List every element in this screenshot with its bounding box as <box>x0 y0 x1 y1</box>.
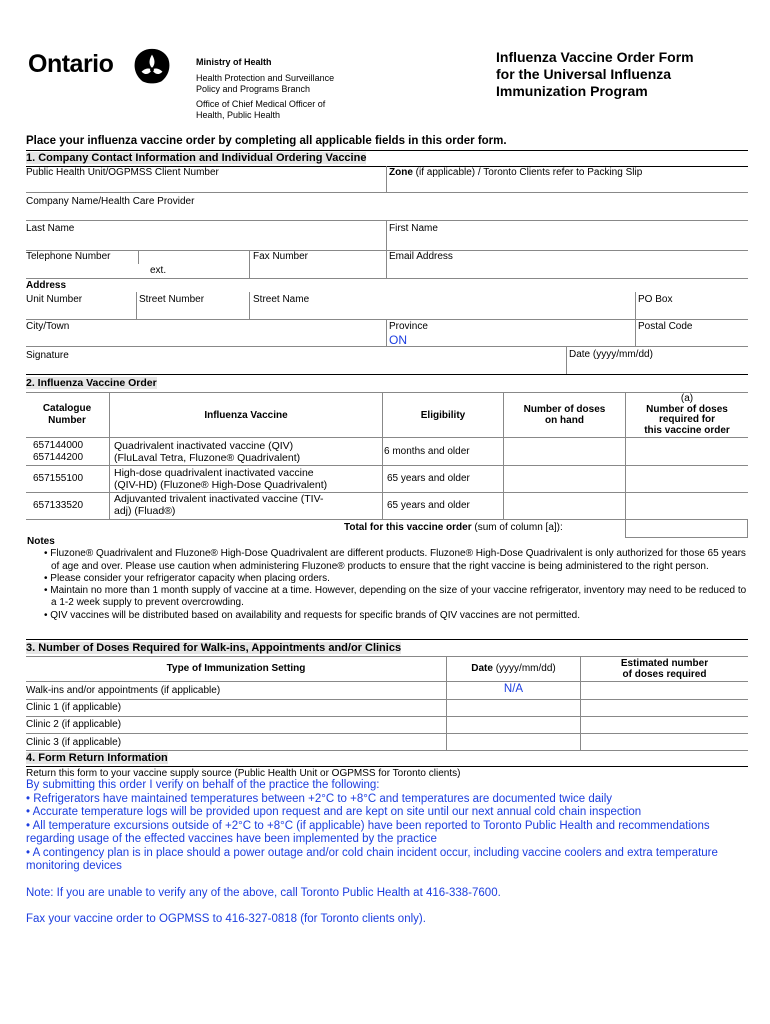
vaccine-name-line-1: Quadrivalent inactivated vaccine (QIV) <box>114 440 294 452</box>
vaccine-name-line-1: High-dose quadrivalent inactivated vaccine <box>114 467 314 479</box>
table-row-3-eligibility: 65 years and older <box>387 500 470 511</box>
verify-item-text: Refrigerators have maintained temperatures between +2°C to +8°C and temperatures are documented twice daily <box>33 792 612 805</box>
col-setting-header: Type of Immunization Setting <box>166 663 306 674</box>
form-title <box>496 49 694 100</box>
zone-label-bold: Zone <box>389 167 413 178</box>
table-row-1-catalogue <box>33 440 83 464</box>
setting-row-walkins: Walk-ins and/or appointments (if applicable) <box>26 685 221 696</box>
ontario-logo-text: Ontario <box>28 50 114 78</box>
verify-item-text: Accurate temperature logs will be provided upon request and are kept on site until our next annual cold chain inspection <box>32 806 642 818</box>
client-number-label: Public Health Unit/OGPMSS Client Number <box>26 167 219 178</box>
verify-intro: By submitting this order I verify on behalf of the practice the following: <box>26 779 380 791</box>
table-row-1-vaccine <box>114 440 300 464</box>
last-name-label: Last Name <box>26 223 75 234</box>
note-item: • Please consider your refrigerator capacity when placing orders. <box>39 573 747 585</box>
verify-item-text: A contingency plan is in place should a power outage and/or cold chain incident occur, including vaccine coolers and extra temperature monitoring devices <box>26 846 718 872</box>
table-row-3-catalogue: 657133520 <box>33 500 84 511</box>
ministry-name: Ministry of Health <box>196 57 272 67</box>
vaccine-name-line-2: adj) (Fluad®) <box>114 505 176 517</box>
col-on-hand-header <box>504 404 625 426</box>
verify-item-text: All temperature excursions outside of +2°C to +8°C (if applicable) have been reported to Toronto Public Health and recommendations regarding usage of the effected vaccines have been implemented by the practice <box>26 819 710 845</box>
section-2-heading: 2. Influenza Vaccine Order <box>26 377 157 389</box>
total-label-rest: (sum of column [a]): <box>471 522 563 533</box>
col-est-doses-line-1: Estimated number <box>620 658 709 669</box>
form-title-line-3: Immunization Program <box>496 83 648 99</box>
col-catalogue-line-2: Number <box>48 415 86 426</box>
col-required-line-4: this vaccine order <box>644 424 730 436</box>
section-3-heading: 3. Number of Doses Required for Walk-ins, Appointments and/or Clinics <box>26 642 402 654</box>
verify-item: • A contingency plan is in place should a power outage and/or cold chain incident occur, including vaccine coolers and extra temperature monitoring devices <box>26 846 718 872</box>
col-required-line-1: (a) <box>680 393 694 404</box>
catalogue-number: 657144200 <box>33 452 84 463</box>
col-on-hand-line-1: Number of doses <box>523 404 606 415</box>
office-line-2: Health, Public Health <box>196 110 281 120</box>
telephone-label: Telephone Number <box>26 251 111 262</box>
toronto-note: Note: If you are unable to verify any of the above, call Toronto Public Health at 416-338-7600. <box>26 886 501 899</box>
col-date-rest: (yyyy/mm/dd) <box>492 663 556 674</box>
company-label: Company Name/Health Care Provider <box>26 196 195 207</box>
table-row-2-vaccine <box>114 467 327 491</box>
address-label: Address <box>26 280 67 291</box>
note-item: • QIV vaccines will be distributed based on availability and requests for specific brands of QIV vaccines are not permitted. <box>39 610 747 622</box>
table-row-2-catalogue: 657155100 <box>33 473 84 484</box>
section-4-heading: 4. Form Return Information <box>26 752 168 764</box>
table-row-1-eligibility: 6 months and older <box>384 446 470 457</box>
col-date-bold: Date <box>471 663 493 674</box>
province-value[interactable]: ON <box>389 333 407 347</box>
fax-instruction: Fax your vaccine order to OGPMSS to 416-327-0818 (for Toronto clients only). <box>26 913 426 925</box>
col-catalogue-line-1: Catalogue <box>42 403 92 414</box>
notes-heading: Notes <box>27 536 55 547</box>
province-label: Province <box>389 321 428 332</box>
office-line-1: Office of Chief Medical Officer of <box>196 99 326 109</box>
col-catalogue-header <box>26 403 108 427</box>
first-name-label: First Name <box>389 223 438 234</box>
setting-row-clinic-3: Clinic 3 (if applicable) <box>26 737 122 748</box>
street-name-label: Street Name <box>253 294 310 305</box>
zone-label <box>389 167 642 178</box>
col-est-doses-header <box>581 658 748 680</box>
col-vaccine-header: Influenza Vaccine <box>204 410 288 421</box>
col-required-line-2: Number of doses <box>646 403 728 415</box>
note-item: • Fluzone® Quadrivalent and Fluzone® High-Dose Quadrivalent are different products. Fluzone® High-Dose Quadrivalent is only authorized for those 65 years of age and over. Please use caution when administering Fluzone® products to ensure that the right vaccine is being administered to the right person. <box>39 548 747 573</box>
ext-label: ext. <box>150 265 167 276</box>
fax-label: Fax Number <box>253 251 309 262</box>
branch-line-1: Health Protection and Surveillance <box>196 73 335 83</box>
unit-number-label: Unit Number <box>26 294 83 305</box>
walkins-date-value[interactable]: N/A <box>503 683 524 695</box>
vaccine-name-line-1: Adjuvanted trivalent inactivated vaccine (TIV- <box>114 493 324 505</box>
col-est-doses-line-2: of doses required <box>622 669 707 680</box>
catalogue-number: 657144000 <box>33 440 84 451</box>
setting-row-clinic-2: Clinic 2 (if applicable) <box>26 719 122 730</box>
table-row-3-vaccine <box>114 493 324 517</box>
col-date-header <box>447 663 580 674</box>
city-label: City/Town <box>26 321 70 332</box>
col-on-hand-line-2: on hand <box>545 415 584 426</box>
trillium-logo-icon <box>133 47 171 85</box>
instruction-text: Place your influenza vaccine order by completing all applicable fields in this order form. <box>26 135 507 147</box>
form-title-line-1: Influenza Vaccine Order Form <box>496 49 694 65</box>
postal-code-label: Postal Code <box>638 321 693 332</box>
col-required-line-3: required for <box>658 414 716 425</box>
notes-block <box>27 536 747 622</box>
street-number-label: Street Number <box>139 294 205 305</box>
total-label-bold: Total for this vaccine order <box>344 522 472 533</box>
verify-item: • Accurate temperature logs will be provided upon request and are kept on site until our next annual cold chain inspection <box>26 806 642 818</box>
date-label: Date (yyyy/mm/dd) <box>569 349 653 360</box>
return-text: Return this form to your vaccine supply source (Public Health Unit or OGPMSS for Toronto clients) <box>26 768 461 779</box>
zone-label-rest: (if applicable) / Toronto Clients refer to Packing Slip <box>412 167 643 178</box>
ministry-block <box>196 57 334 121</box>
email-label: Email Address <box>389 251 453 262</box>
signature-label: Signature <box>26 350 69 361</box>
note-item: • Maintain no more than 1 month supply of vaccine at a time. However, depending on the size of your vaccine refrigerator, inventory may need to be reduced to a 1-2 week supply to prevent overcrowding. <box>39 585 747 610</box>
section-1-heading: 1. Company Contact Information and Individual Ordering Vaccine <box>26 152 367 164</box>
table-row-2-eligibility: 65 years and older <box>387 473 470 484</box>
vaccine-name-line-2: (QIV-HD) (Fluzone® High-Dose Quadrivalent) <box>114 479 328 491</box>
verify-item: • Refrigerators have maintained temperatures between +2°C to +8°C and temperatures are documented twice daily <box>26 792 612 805</box>
col-eligibility-header: Eligibility <box>420 410 466 421</box>
form-title-line-2: for the Universal Influenza <box>496 66 672 82</box>
branch-line-2: Policy and Programs Branch <box>196 84 311 94</box>
total-label <box>344 522 563 533</box>
vaccine-name-line-2: (FluLaval Tetra, Fluzone® Quadrivalent) <box>114 452 301 464</box>
col-required-header <box>626 394 748 436</box>
return-info-block <box>26 768 746 927</box>
po-box-label: PO Box <box>638 294 673 305</box>
setting-row-clinic-1: Clinic 1 (if applicable) <box>26 702 122 713</box>
verify-item: • All temperature excursions outside of +2°C to +8°C (if applicable) have been reported to Toronto Public Health and recommendations regarding usage of the effected vaccines have been implemented by the practice <box>26 819 710 845</box>
